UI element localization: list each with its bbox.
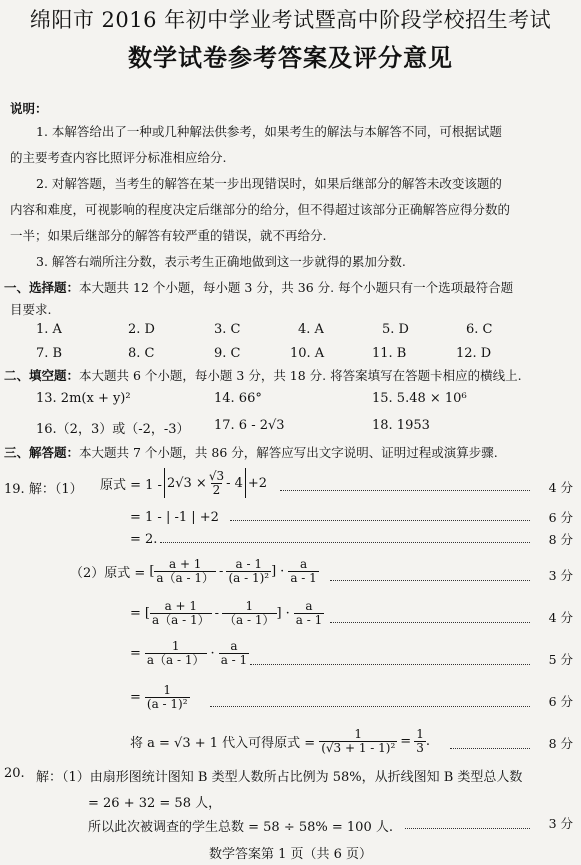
q19-part1-line1 — [100, 468, 267, 498]
substitution-text: 将 a = √3 + 1 代入可得原式 = — [130, 736, 316, 751]
fill-answer-18: 18. 1953 — [372, 418, 430, 433]
score-8-points: 8 分 — [548, 736, 573, 751]
fraction-a-plus-1: $\frac{a + 1}{a(a - 1)}$ — [151, 599, 210, 627]
q19-part1-line3: = 2. — [130, 532, 158, 547]
leader-dots — [405, 820, 530, 829]
score-4-points: 4 分 — [548, 610, 573, 625]
score-4-points: 4 分 — [548, 480, 573, 495]
equals-sign: = — [130, 690, 141, 705]
q20-line-2: = 26 + 32 = 58 人， — [88, 796, 222, 811]
choice-answer-8: 8. C — [128, 346, 155, 361]
section-3-desc: 本大题共 7 个小题，共 86 分，解答应写出文字说明、证明过程或演算步骤. — [79, 445, 498, 460]
leader-dots — [280, 482, 530, 491]
fraction-one-over-a-minus-1: $\frac{1}{(a - 1)}$ — [224, 599, 275, 627]
choice-answer-10: 10. A — [290, 346, 325, 361]
q19-fraction-sqrt3-over-2 — [207, 470, 226, 497]
q19-part1-line2: = 1 - | -1 | +2 — [130, 510, 219, 525]
fraction-a-minus-1: $\frac{a - 1}{\text{(a - 1)²}}$ — [228, 557, 270, 585]
note-3-line-1: 3. 解答右端所注分数，表示考生正确地做到这一步就得的累加分数. — [36, 254, 406, 269]
note-2-line-1: 2. 对解答题，当考生的解答在某一步出现错误时，如果后继部分的解答未改变该题的 — [36, 176, 502, 191]
section-3 — [4, 445, 498, 461]
fill-answer-16: 16.（2，3）或（-2，-3） — [36, 422, 190, 437]
substitution-fraction: $\frac{1}{\text{(√3 + 1 - 1)²}}$ — [321, 727, 396, 755]
q19-line1-end: +2 — [247, 475, 268, 491]
q19-part-1-label: （1） — [54, 482, 83, 497]
section-1-heading: 一、选择题： — [4, 280, 80, 295]
choice-answer-5: 5. D — [382, 322, 409, 337]
section-1-desc: 本大题共 12 个小题，每小题 3 分，共 36 分. 每个小题只有一个选项最符合题 — [79, 280, 514, 295]
section-2-desc: 本大题共 6 个小题，每小题 3 分，共 18 分. 将答案填写在答题卡相应的横线上. — [79, 368, 522, 383]
leader-dots — [250, 656, 530, 665]
score-3-points: 3 分 — [548, 816, 573, 831]
q19-part-2-label: （2） — [70, 566, 105, 581]
equals-sign: = — [130, 606, 141, 621]
notes-heading: 说明： — [10, 101, 48, 116]
choice-answer-6: 6. C — [466, 322, 493, 337]
fill-answer-17: 17. 6 - 2√3 — [214, 418, 285, 433]
exam-title: 绵阳市 2016 年初中学业考试暨高中阶段学校招生考试 — [29, 8, 552, 32]
q20-line-1: 解：（1）由扇形图统计图知 B 类型人数所占比例为 58%，从折线图知 B 类型总人数 — [36, 770, 523, 785]
leader-dots — [450, 740, 530, 749]
period: . — [425, 734, 430, 749]
score-3-points: 3 分 — [548, 568, 573, 583]
leader-dots — [160, 534, 530, 543]
q20-label: 20. — [4, 766, 25, 781]
equals-sign: = — [130, 646, 141, 661]
one-third-fraction: $\frac{1}{3}$ — [416, 727, 424, 755]
q19-number: 19. — [4, 482, 25, 497]
multiply-dot: · — [210, 646, 215, 661]
q19-line1-suffix: - 4 — [226, 475, 243, 491]
q19-solution-label: 解： — [28, 482, 55, 497]
choice-answer-9: 9. C — [214, 346, 241, 361]
section-3-heading: 三、解答题： — [4, 445, 80, 460]
fraction-result: $\frac{1}{a(a - 1)}$ — [146, 639, 205, 667]
fraction-denominator: 2 — [212, 482, 221, 497]
leader-dots — [230, 512, 530, 521]
q19-part2-line4 — [130, 684, 190, 711]
score-5-points: 5 分 — [548, 652, 573, 667]
score-6-points: 6 分 — [548, 510, 573, 525]
score-8-points: 8 分 — [548, 532, 573, 547]
q20-line-3: 所以此次被调查的学生总数 = 58 ÷ 58% = 100 人. — [88, 820, 393, 835]
choice-answer-2: 2. D — [128, 322, 155, 337]
multiply-dot: · — [285, 606, 290, 621]
choice-answer-12: 12. D — [456, 346, 492, 361]
leader-dots — [210, 698, 530, 707]
fraction-numerator: √3 — [208, 468, 225, 483]
choice-answer-3: 3. C — [214, 322, 241, 337]
fraction-a-over-a-minus-1: $\frac{a}{a - 1}$ — [220, 639, 248, 667]
q19-line1-prefix: 原式 = 1 - — [100, 477, 162, 493]
section-2 — [4, 368, 522, 384]
fraction-a-plus-1: $\frac{a + 1}{a(a - 1)}$ — [156, 557, 215, 585]
q19-label — [4, 478, 83, 497]
leader-dots — [330, 614, 530, 623]
note-1-line-1: 1. 本解答给出了一种或几种解法供参考，如果考生的解法与本解答不同，可根据试题 — [36, 124, 502, 139]
leader-dots — [330, 572, 530, 581]
q19-part2-line2 — [130, 600, 324, 627]
note-2-line-2: 内容和难度，可视影响的程度决定后继部分的给分，但不得超过该部分正确解答应得分数的 — [10, 202, 511, 217]
bracket-right: ] — [276, 606, 282, 621]
equals-sign: = — [400, 734, 412, 749]
fill-answer-15: 15. 5.48 × 10⁶ — [372, 391, 467, 406]
choice-answer-1: 1. A — [36, 322, 62, 337]
fill-answer-13: 13. 2m(x + y)² — [36, 391, 131, 406]
abs-bar-right — [245, 468, 246, 498]
bracket-left: [ — [149, 564, 155, 579]
score-6-points: 6 分 — [548, 694, 573, 709]
minus-sign: - — [214, 606, 220, 621]
multiply-dot: · — [280, 564, 285, 579]
q19-part2-line3 — [130, 640, 249, 667]
note-1-line-2: 的主要考查内容比照评分标准相应给分. — [10, 150, 227, 165]
answer-key-title: 数学试卷参考答案及评分意见 — [128, 43, 453, 72]
choice-answer-4: 4. A — [298, 322, 324, 337]
fill-answer-14: 14. 66° — [214, 391, 262, 406]
q19-line1-inner: 2√3 × — [166, 475, 207, 491]
bracket-right: ] — [271, 564, 277, 579]
q19-substitution-line — [130, 728, 430, 755]
fraction-a-over-a-minus-1: $\frac{a}{a - 1}$ — [295, 599, 323, 627]
fraction-final: $\frac{1}{\text{(a - 1)²}}$ — [146, 683, 188, 711]
minus-sign: - — [219, 564, 224, 579]
section-1 — [4, 280, 513, 296]
abs-bar-left — [164, 468, 165, 498]
section-1-desc-line-2: 目要求. — [10, 302, 52, 317]
original-expression-label: 原式 = — [104, 566, 146, 581]
q19-part2-line1 — [70, 558, 319, 585]
choice-answer-11: 11. B — [372, 346, 407, 361]
bracket-left: [ — [144, 606, 150, 621]
note-2-line-3: 一半；如果后继部分的解答有较严重的错误，就不再给分. — [10, 228, 327, 243]
fraction-a-over-a-minus-1: $\frac{a}{a - 1}$ — [290, 557, 317, 585]
choice-answer-7: 7. B — [36, 346, 63, 361]
page-footer: 数学答案第 1 页（共 6 页） — [208, 847, 373, 862]
section-2-heading: 二、填空题： — [4, 368, 80, 383]
